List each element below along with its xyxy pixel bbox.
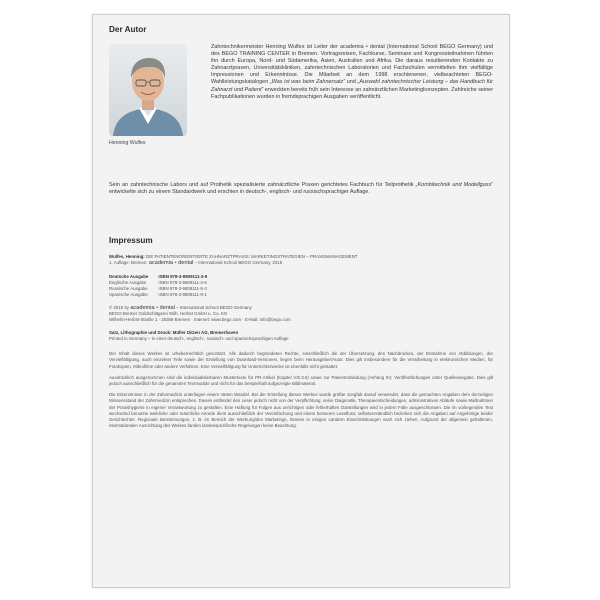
- bio-title-1: „Was ist was beim Zahnersatz“: [269, 79, 346, 86]
- brand-dental: dental: [178, 260, 194, 267]
- author-heading: Der Autor: [109, 25, 147, 34]
- impressum-heading: Impressum: [109, 236, 153, 246]
- copyright-suffix: – International School BEGO Germany: [174, 305, 252, 311]
- isbn-label: Englische Ausgabe: [109, 280, 147, 286]
- book-author: Wulfes, Henning:: [109, 254, 145, 260]
- author-block: [109, 44, 493, 180]
- legal-exceptions-paragraph: Ausdrücklich ausgenommen sind die individualisierbaren Mustertexte für PR-Artikel (Kapitel V/5.3.6) sowie zur Patientenbindung (Anhang III): Veröffentlichungen unter Quellenangabe. Dies gilt jedoch ausschließlich für die genannten Textmodule und nicht für das beispielhaft aufgezeigte Bildmaterial.: [109, 374, 493, 386]
- isbn-label: Spanische Ausgabe: [109, 292, 148, 298]
- isbn-number: ISBN 978-3-9809111-9-1: [158, 292, 207, 298]
- brand-dot: •: [156, 305, 159, 312]
- brand-logo: [149, 260, 194, 266]
- portrait-image: [109, 44, 187, 136]
- brand-academia: academia: [148, 260, 174, 267]
- copyright-prefix: © 2015 by: [109, 305, 131, 311]
- company-line: BEGO Bremer Goldschlägerei Wilh. Herbst GmbH u. Co. KG: [109, 311, 228, 317]
- print-credit: Satz, Lithographie und Druck: Müller Ditzen AG, Bremerhaven: [109, 330, 239, 336]
- legal-copyright-paragraph: Der Inhalt dieses Werkes ist urheberrechtlich geschützt. Alle dadurch begründeten Rechte, einschließlich die der Übersetzung, des Nachdruckes, der Entnahme von Abbildungen, der Vervielfältigung, auch einzelner Teile sowie der Erstellung von Download-Versionen, liegen beim Herausgeber/Autor. Dies gilt insbesondere für die Verarbeitung in elektronischen Medien, für Fotokopien, Mikrofilme oder andere Verfahren. Eine Vervielfältigung für Unterrichtszwecke ist ebenfalls nicht gestattet.: [109, 351, 493, 369]
- brand-dental: dental: [159, 305, 175, 312]
- edition-line: [109, 260, 493, 266]
- edition-suffix: – International School BEGO Germany, 2015: [193, 260, 283, 266]
- isbn-table: [109, 274, 217, 298]
- isbn-label: Deutsche Ausgabe: [109, 274, 149, 280]
- bio-text-2: und: [345, 79, 358, 86]
- page-content: [109, 25, 493, 429]
- book-title: „Kombitechnik und Modellguss“: [415, 182, 493, 188]
- isbn-number: ISBN 978-3-9809111-5-3: [158, 286, 207, 292]
- photo-caption: Henning Wulfes: [109, 140, 146, 146]
- address-line: Wilhelm-Herbst-Straße 1 · 28359 Bremen · Internet: www.bego.com · E-Mail: info@bego.com: [109, 317, 291, 323]
- brand-academia: academia: [130, 305, 155, 312]
- author-bio: [211, 44, 493, 101]
- author-book-paragraph: [109, 182, 493, 196]
- bio-text-1: Zahntechnikermeister Henning Wulfes ist Leiter der academia • dental (International School BEGO Germany) und des BEGO TRAINING CENTER in Bremen. Vortragsreisen, Fachkurse, Seminare und Kongressteilnahmen führten ihn durch Europa, Nord- und Südamerika, Asien, Australien und Afrika. Die daraus resultierenden Kontakte zu Zahnarztpraxen, Universitätskliniken, zahntechnischen Laboratorien und Fachschulen vermittelten ihm vielfältige Impressionen und Erkenntnisse. Die Mitarbeit an dem 1998 erschienenen, vielbeachteten BEGO-Wahlleistungskatalogen: [211, 44, 493, 86]
- edition-prefix: 1. Auflage; Bremen:: [109, 260, 149, 266]
- isbn-number: ISBN 978-3-9809111-4-6: [158, 280, 207, 286]
- legal-disclaimer-paragraph: Die Erkenntnisse in der Zahnmedizin unterliegen einem steten Wandel. Bei der Erstellung dieses Werkes wurde größte Sorgfalt darauf verwendet, dass die gemachten Angaben dem derzeitigen Wissensstand der Zahnmedizin entsprechen. Dieses entbindet den Leser jedoch nicht von der Verpflichtung, seine Diagnostik, Therapieentscheidungen, administrativen Abläufe sowie Maßnahmen der Praxishygiene in eigener Verantwortung zu gestalten. Eine Haftung für Folgen aus unrichtigen oder fehlerhaften Darstellungen wird in jedem Falle ausgeschlossen. Die im vorliegenden Text wechselnd benutzte weibliche oder männliche Anrede dient ausschließlich der Vereinfachung und einem besseren Lesefluss; selbstverständlich beziehen sich die Angaben auf Angehörige beider Geschlechter. Regionale Bestimmungen, z. B. im Bereich der Werbung/des Marketings, können in einigen Ländern Einschränkungen nach sich ziehen. Aufgrund der allgemein gehaltenen, internationalen Ausrichtung des Werkes fanden landesspezifische Regelungen keine Beachtung.: [109, 392, 493, 429]
- bio-title-2: „Auswahl zahntechnischer Leistung – das Handbuch für Zahnarzt und Patient“: [211, 79, 493, 93]
- print-origin: Printed in Germany – in einer deutsch-, englisch-, russisch- und spanischsprachigen Auflage: [109, 336, 289, 342]
- book-full-title: DIE PATIENTENORIENTIERTE ZAHNARZTPRAXIS: MARKETINGSTRATEGIEN – PRAXISMANAGEMENT: [144, 254, 358, 260]
- isbn-label: Russische Ausgabe: [109, 286, 148, 292]
- isbn-number: ISBN 978-3-9809111-3-9: [158, 274, 208, 280]
- book-text-1: Sein an zahntechnische Labors und auf Prothetik spezialisierte zahnärztliche Praxen gerichtetes Fachbuch für Teilprothetik: [109, 182, 416, 188]
- isbn-row: [109, 292, 217, 298]
- author-photo: [109, 44, 187, 136]
- document-page: [92, 14, 510, 588]
- brand-dot: •: [174, 260, 177, 267]
- bio-text-3: erweckten bereits früh sein Interesse an zahnärztlichen Marketingkonzepten. Zahlreiche seiner Fachpublikationen wurden in fremdsprachigen Ausgaben veröffentlicht.: [211, 86, 494, 100]
- book-text-2: entwickelte sich zu einem Standardwerk und erschien in deutsch-, englisch- und russischsprachiger Auflage.: [109, 189, 370, 196]
